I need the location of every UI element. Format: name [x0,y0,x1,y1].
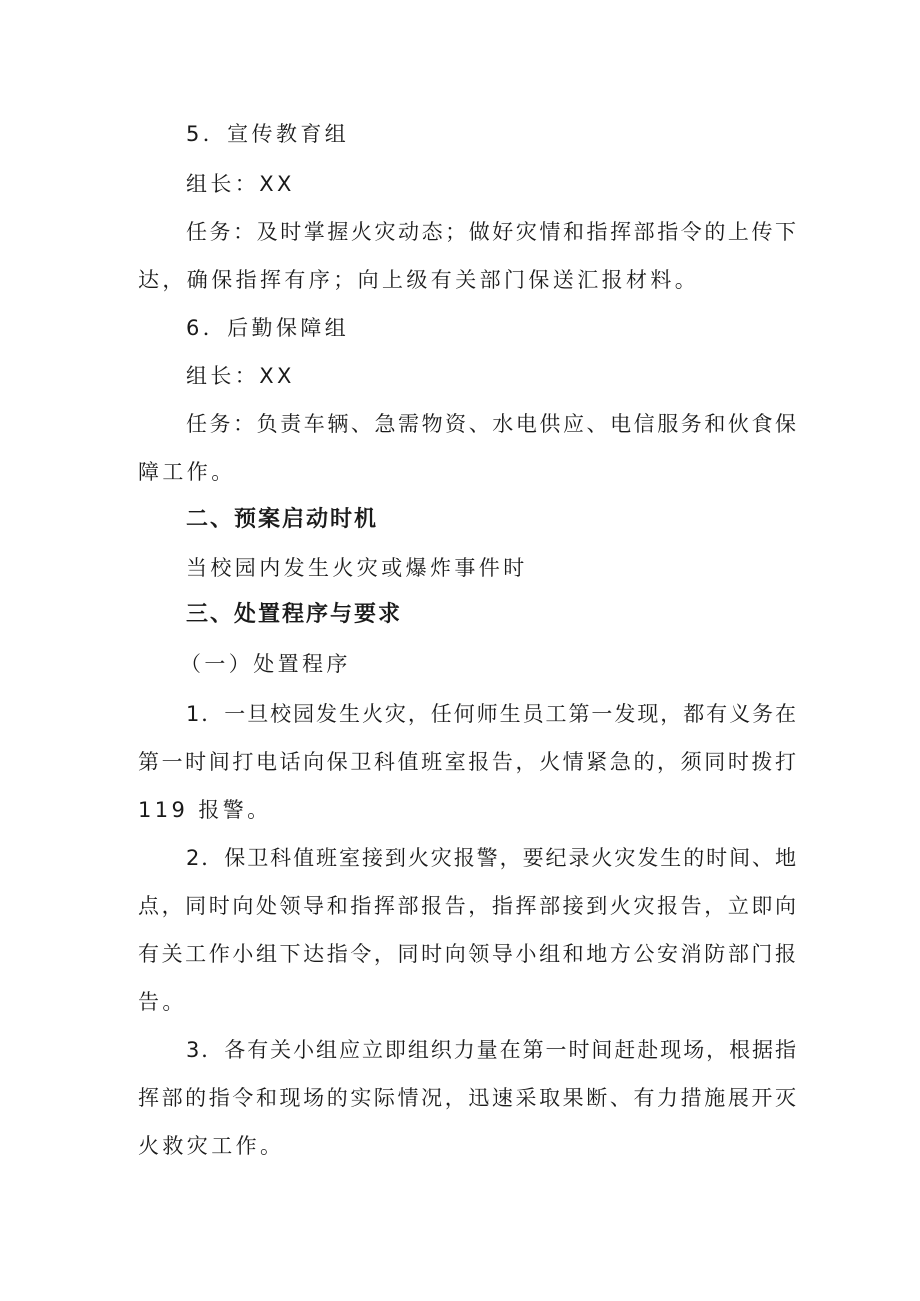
section2-body: 当校园内发生火灾或爆炸事件时 [186,556,528,580]
group6-task-line2: 障工作。 [138,460,236,484]
group5-leader: 组长：XX [186,172,295,196]
group6-leader: 组长：XX [186,364,295,388]
group5-task-line1: 任务：及时掌握火灾动态；做好灾情和指挥部指令的上传下 [186,220,796,244]
item3-line2: 挥部的指令和现场的实际情况，迅速采取果断、有力措施展开灭 [138,1086,796,1110]
group5-title: 5．宣传教育组 [186,122,350,146]
section3-subheading: （一）处置程序 [180,652,351,676]
group6-task-line1: 任务：负责车辆、急需物资、水电供应、电信服务和伙食保 [186,412,796,436]
item2-line2: 点，同时向处领导和指挥部报告，指挥部接到火灾报告，立即向 [138,894,796,918]
item1-line2: 第一时间打电话向保卫科值班室报告，火情紧急的，须同时拨打 [138,750,796,774]
section3-heading: 三、处置程序与要求 [186,602,403,627]
group6-title: 6．后勤保障组 [186,316,350,340]
item1-line3: 119 报警。 [138,798,272,822]
item1-line1: 1．一旦校园发生火灾，任何师生员工第一发现，都有义务在 [186,702,796,726]
item2-line1: 2．保卫科值班室接到火灾报警，要纪录火灾发生的时间、地 [186,846,796,870]
group5-task-line2: 达，确保指挥有序；向上级有关部门保送汇报材料。 [138,268,700,292]
item2-line4: 告。 [138,990,187,1014]
item2-line3: 有关工作小组下达指令，同时向领导小组和地方公安消防部门报 [138,942,796,966]
section2-heading: 二、预案启动时机 [186,507,379,532]
item3-line1: 3．各有关小组应立即组织力量在第一时间赶赴现场，根据指 [186,1038,796,1062]
item3-line3: 火救灾工作。 [138,1134,285,1158]
